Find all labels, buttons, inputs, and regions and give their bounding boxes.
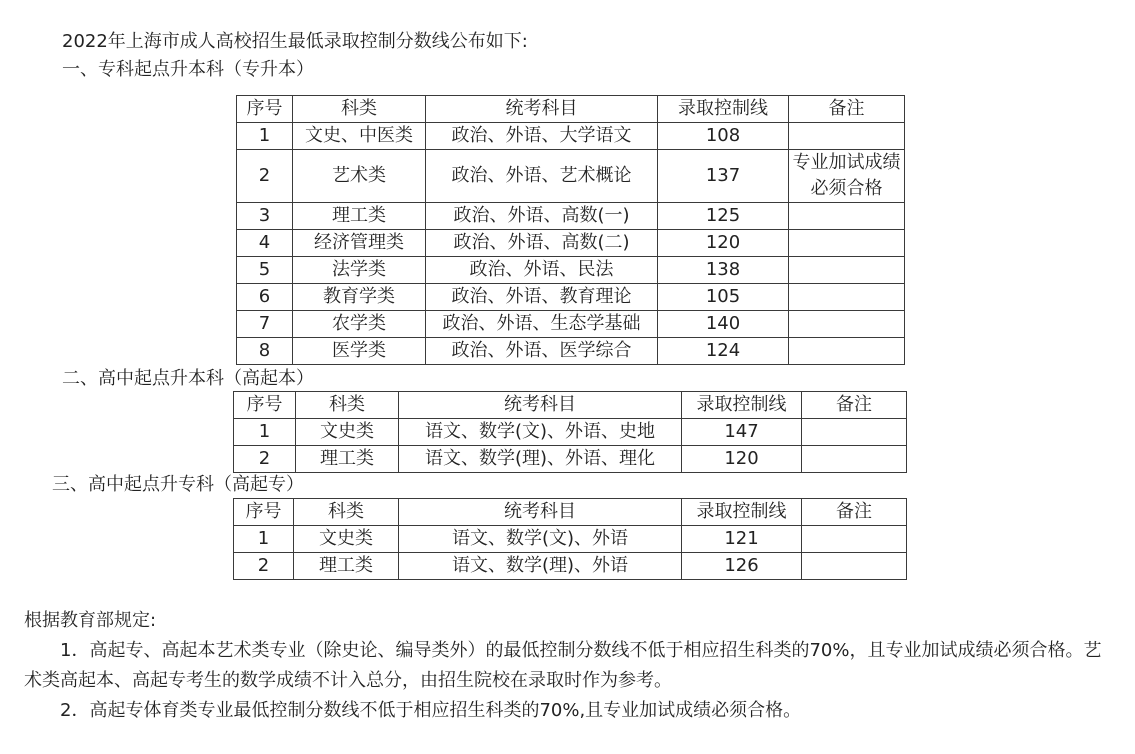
cell-index: 6 (237, 284, 293, 311)
cell-remark (789, 257, 905, 284)
cell-category: 文史、中医类 (293, 123, 426, 150)
cell-index: 5 (237, 257, 293, 284)
cell-score: 137 (658, 150, 789, 203)
header-cell: 科类 (294, 499, 399, 526)
cell-subjects: 政治、外语、教育理论 (426, 284, 658, 311)
header-cell: 统考科目 (426, 96, 658, 123)
cell-index: 2 (234, 446, 296, 473)
cell-index: 4 (237, 230, 293, 257)
cell-remark (789, 311, 905, 338)
table-row (237, 230, 905, 257)
cell-index: 7 (237, 311, 293, 338)
cell-index: 1 (234, 526, 294, 553)
cell-category: 理工类 (294, 553, 399, 580)
cell-subjects: 政治、外语、医学综合 (426, 338, 658, 365)
cell-category: 经济管理类 (293, 230, 426, 257)
cell-score: 121 (682, 526, 802, 553)
cell-subjects: 政治、外语、艺术概论 (426, 150, 658, 203)
cell-category: 医学类 (293, 338, 426, 365)
header-cell: 科类 (293, 96, 426, 123)
table-gaoqiben (233, 391, 907, 473)
cell-category: 农学类 (293, 311, 426, 338)
cell-subjects: 语文、数学(理)、外语 (399, 553, 682, 580)
cell-index: 3 (237, 203, 293, 230)
cell-subjects: 语文、数学(文)、外语 (399, 526, 682, 553)
cell-score: 120 (682, 446, 802, 473)
cell-category: 文史类 (296, 419, 399, 446)
cell-index: 8 (237, 338, 293, 365)
cell-remark (789, 230, 905, 257)
cell-subjects: 政治、外语、高数(一) (426, 203, 658, 230)
cell-remark: 专业加试成绩必须合格 (789, 150, 905, 203)
header-cell: 录取控制线 (682, 499, 802, 526)
cell-category: 文史类 (294, 526, 399, 553)
cell-remark (802, 553, 907, 580)
section-1-heading: 一、专科起点升本科（专升本） (62, 59, 314, 80)
header-cell: 备注 (802, 499, 907, 526)
cell-category: 教育学类 (293, 284, 426, 311)
cell-score: 105 (658, 284, 789, 311)
cell-score: 124 (658, 338, 789, 365)
cell-remark (789, 284, 905, 311)
cell-remark (802, 446, 907, 473)
table-header-row (237, 96, 905, 123)
cell-remark (789, 338, 905, 365)
cell-subjects: 政治、外语、民法 (426, 257, 658, 284)
header-cell: 统考科目 (399, 499, 682, 526)
cell-category: 理工类 (293, 203, 426, 230)
cell-score: 125 (658, 203, 789, 230)
cell-score: 147 (682, 419, 802, 446)
header-cell: 备注 (789, 96, 905, 123)
table-row (237, 123, 905, 150)
table-row (237, 284, 905, 311)
cell-index: 1 (237, 123, 293, 150)
header-cell: 录取控制线 (682, 392, 802, 419)
table-row (237, 338, 905, 365)
table-header-row (234, 499, 907, 526)
cell-remark (802, 419, 907, 446)
cell-subjects: 政治、外语、生态学基础 (426, 311, 658, 338)
cell-remark (789, 123, 905, 150)
table-row (237, 150, 905, 203)
cell-score: 140 (658, 311, 789, 338)
intro-text: 2022年上海市成人高校招生最低录取控制分数线公布如下: (62, 31, 528, 52)
cell-score: 126 (682, 553, 802, 580)
header-cell: 备注 (802, 392, 907, 419)
cell-subjects: 政治、外语、大学语文 (426, 123, 658, 150)
cell-category: 艺术类 (293, 150, 426, 203)
note-item-1: 1．高起专、高起本艺术类专业（除史论、编导类外）的最低控制分数线不低于相应招生科类的70%，且专业加试成绩必须合格。艺术类高起本、高起专考生的数学成绩不计入总分，由招生院校在录取时作为参考。 (24, 640, 1102, 691)
header-cell: 序号 (237, 96, 293, 123)
cell-index: 2 (237, 150, 293, 203)
header-cell: 序号 (234, 499, 294, 526)
table-zhuanshengben (236, 95, 905, 365)
note-item-2: 2．高起专体育类专业最低控制分数线不低于相应招生科类的70%,且专业加试成绩必须合格。 (60, 700, 802, 721)
cell-category: 理工类 (296, 446, 399, 473)
table-row (234, 553, 907, 580)
table-header-row (234, 392, 907, 419)
cell-score: 120 (658, 230, 789, 257)
table-row (237, 257, 905, 284)
table-row (234, 419, 907, 446)
notes-title: 根据教育部规定: (24, 610, 157, 631)
cell-index: 1 (234, 419, 296, 446)
header-cell: 统考科目 (399, 392, 682, 419)
section-3-heading: 三、高中起点升专科（高起专） (52, 474, 304, 495)
table-row (237, 203, 905, 230)
table-row (234, 526, 907, 553)
cell-subjects: 政治、外语、高数(二) (426, 230, 658, 257)
table-row (237, 311, 905, 338)
header-cell: 科类 (296, 392, 399, 419)
cell-score: 138 (658, 257, 789, 284)
header-cell: 序号 (234, 392, 296, 419)
cell-subjects: 语文、数学(文)、外语、史地 (399, 419, 682, 446)
table-gaoqizhuan (233, 498, 907, 580)
cell-subjects: 语文、数学(理)、外语、理化 (399, 446, 682, 473)
header-cell: 录取控制线 (658, 96, 789, 123)
cell-score: 108 (658, 123, 789, 150)
cell-remark (802, 526, 907, 553)
cell-category: 法学类 (293, 257, 426, 284)
cell-index: 2 (234, 553, 294, 580)
section-2-heading: 二、高中起点升本科（高起本） (62, 368, 314, 389)
cell-remark (789, 203, 905, 230)
table-row (234, 446, 907, 473)
